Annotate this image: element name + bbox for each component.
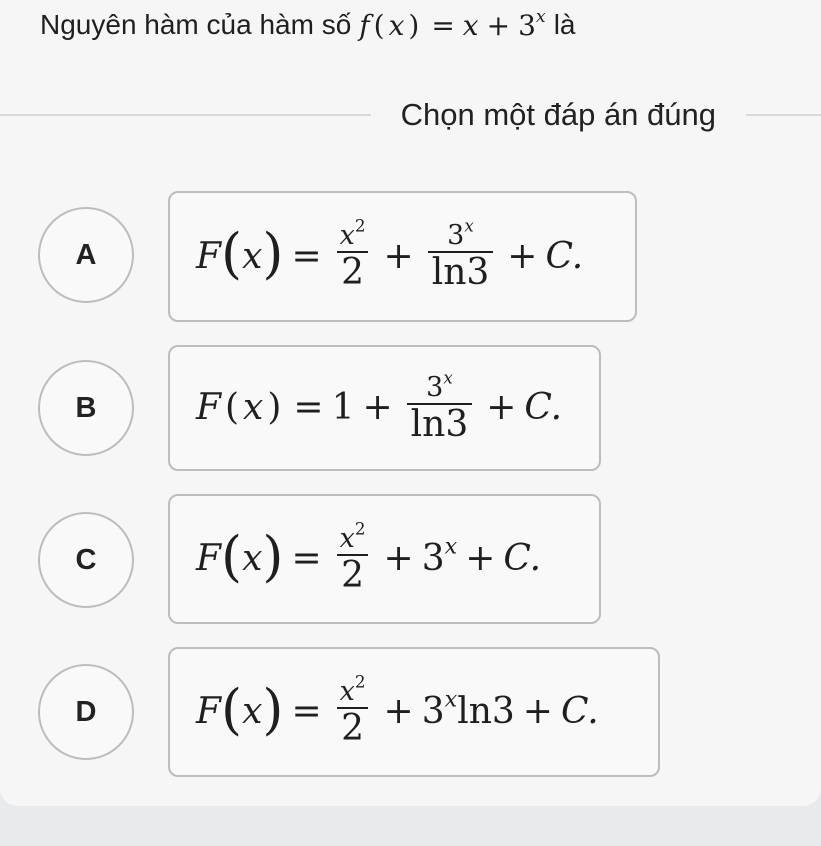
option-d-constant: C. xyxy=(560,691,599,733)
question-f: f xyxy=(359,8,370,42)
option-c-letter-button[interactable]: C xyxy=(38,512,134,608)
divider-line-right xyxy=(746,114,821,116)
option-a-close-paren: ) xyxy=(262,222,284,286)
option-a-F: F xyxy=(196,235,221,277)
option-b-frac-num-exp: x xyxy=(443,367,453,388)
question-close-paren: ) xyxy=(408,8,420,42)
option-c-plus-2: + xyxy=(465,538,496,580)
option-c-power-base: 3 xyxy=(421,538,445,580)
question-var: x xyxy=(388,8,405,42)
option-d-formula xyxy=(196,671,599,749)
option-a-plus-1: + xyxy=(383,235,414,277)
question-power-base: 3 xyxy=(518,8,536,42)
option-d-frac xyxy=(336,671,370,749)
option-d-frac-num-exp: 2 xyxy=(354,671,366,692)
option-b-plus-1: + xyxy=(362,387,393,429)
question-plus: + xyxy=(486,8,511,42)
option-c-answer-box[interactable] xyxy=(168,494,601,624)
option-a-formula xyxy=(196,215,584,294)
option-c-equals: = xyxy=(291,538,322,580)
option-c-constant: C. xyxy=(503,538,542,580)
option-c-formula xyxy=(196,518,542,596)
option-a-frac-1 xyxy=(336,215,370,294)
option-d-power-exp: x xyxy=(444,686,458,713)
option-a-constant: C. xyxy=(545,235,584,277)
option-d-log-term: ln3 xyxy=(457,691,515,733)
option-b-open-paren: ( xyxy=(224,387,240,429)
option-c-var: x xyxy=(242,538,263,580)
option-d-F: F xyxy=(196,691,221,733)
option-d-letter-button[interactable]: D xyxy=(38,664,134,760)
option-c-power-exp: x xyxy=(444,533,458,560)
option-c-close-paren: ) xyxy=(262,524,284,588)
question-open-paren: ( xyxy=(373,8,385,42)
option-b-one: 1 xyxy=(331,387,355,429)
question-text xyxy=(40,2,575,48)
option-d-power xyxy=(421,686,458,733)
option-c-power xyxy=(421,533,458,580)
divider-line-left xyxy=(0,114,371,116)
option-b-constant: C. xyxy=(524,387,563,429)
option-a-frac1-num-exp: 2 xyxy=(354,215,366,236)
question-suffix: là xyxy=(553,9,576,40)
option-b-equals: = xyxy=(293,387,324,429)
option-a-frac2-num-base: 3 xyxy=(447,220,465,252)
option-b-frac-num-base: 3 xyxy=(426,371,444,403)
option-d-equals: = xyxy=(291,691,322,733)
option-d-power-base: 3 xyxy=(421,691,445,733)
option-a-answer-box[interactable] xyxy=(168,191,637,322)
option-d-answer-box[interactable] xyxy=(168,647,660,777)
option-d-frac-num-base: x xyxy=(339,675,355,707)
option-d-plus-2: + xyxy=(522,691,553,733)
option-c-frac-num-exp: 2 xyxy=(354,518,366,539)
option-c-F: F xyxy=(196,538,221,580)
option-a-plus-2: + xyxy=(507,235,538,277)
option-a-frac2-den: ln3 xyxy=(428,251,494,293)
option-a-frac-2 xyxy=(428,215,494,294)
option-a-equals: = xyxy=(291,235,322,277)
option-a-frac2-num-exp: x xyxy=(464,215,474,236)
option-d-open-paren: ( xyxy=(220,677,243,741)
option-b-formula xyxy=(196,367,563,445)
option-a-letter-button[interactable]: A xyxy=(38,207,134,303)
option-b-close-paren: ) xyxy=(267,387,282,429)
option-b-frac-den: ln3 xyxy=(407,403,473,445)
option-a-frac1-den: 2 xyxy=(337,251,368,293)
instruction-text: Chọn một đáp án đúng xyxy=(400,97,716,132)
option-a-frac1-num-base: x xyxy=(339,220,355,252)
option-c-frac xyxy=(336,518,370,596)
option-b-F: F xyxy=(196,387,221,429)
option-a-open-paren: ( xyxy=(220,222,243,286)
option-c-frac-num-base: x xyxy=(339,522,355,554)
option-b-letter-button[interactable]: B xyxy=(38,360,134,456)
instruction-divider xyxy=(0,86,821,144)
option-d-var: x xyxy=(242,691,263,733)
option-b-plus-2: + xyxy=(486,387,517,429)
option-d-close-paren: ) xyxy=(262,677,284,741)
question-power xyxy=(518,6,546,42)
option-c-frac-den: 2 xyxy=(337,554,368,596)
option-c-open-paren: ( xyxy=(220,524,243,588)
option-c-plus-1: + xyxy=(383,538,414,580)
option-b-answer-box[interactable] xyxy=(168,345,601,471)
question-equals: = xyxy=(431,8,455,42)
question-power-exp: x xyxy=(535,6,546,27)
option-b-frac xyxy=(407,367,473,445)
option-a-var: x xyxy=(242,235,263,277)
question-prefix: Nguyên hàm của hàm số xyxy=(40,9,352,40)
option-d-frac-den: 2 xyxy=(337,707,368,749)
question-var-2: x xyxy=(462,8,479,42)
option-b-var: x xyxy=(243,387,264,429)
option-d-plus-1: + xyxy=(383,691,414,733)
